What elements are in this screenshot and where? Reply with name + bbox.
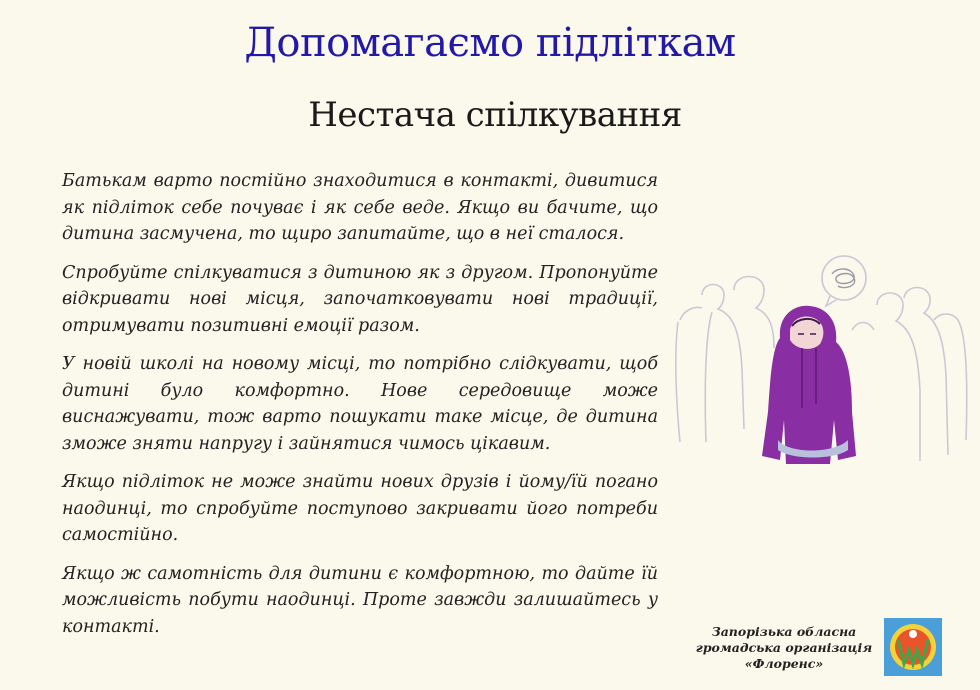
org-line: «Флоренс» [744, 656, 824, 671]
org-line: громадська організація [695, 640, 873, 655]
body-text [62, 168, 658, 652]
page-subtitle: Нестача спілкування [308, 95, 682, 135]
teen-hoodie-icon [762, 306, 856, 464]
thought-bubble-icon [822, 256, 866, 306]
paragraph: Батькам варто постійно знаходитися в контакті, дивитися як підліток себе почуває і як себе веде. Якщо ви бачите, що дитина засмучена, то щиро запитайте, що в неї сталося. [62, 171, 658, 244]
page-title: Допомагаємо підліткам [244, 20, 736, 66]
paragraph: Якщо підліток не може знайти нових друзів і йому/їй погано наодинці, то спробуйте поступово закривати його потреби самостійно. [62, 472, 658, 545]
organization-name [686, 624, 882, 672]
paragraph: У новій школі на новому місці, то потрібно слідкувати, щоб дитині було комфортно. Нове середовище може виснажувати, тож варто пошукати таке місце, де дитина зможе зняти напругу і зайнятися чимось цікавим. [62, 354, 658, 454]
paragraph: Спробуйте спілкуватися з дитиною як з другом. Пропонуйте відкривати нові місця, започатковувати нові традиції, отримувати позитивні емоції разом. [62, 262, 658, 336]
florens-logo-icon [884, 618, 942, 676]
lonely-teen-illustration [672, 250, 972, 480]
org-line: Запорізька обласна [711, 624, 857, 639]
paragraph: Якщо ж самотність для дитини є комфортною, то дайте їй можливість побути наодинці. Проте завжди залишайтесь у контакті. [62, 563, 658, 637]
